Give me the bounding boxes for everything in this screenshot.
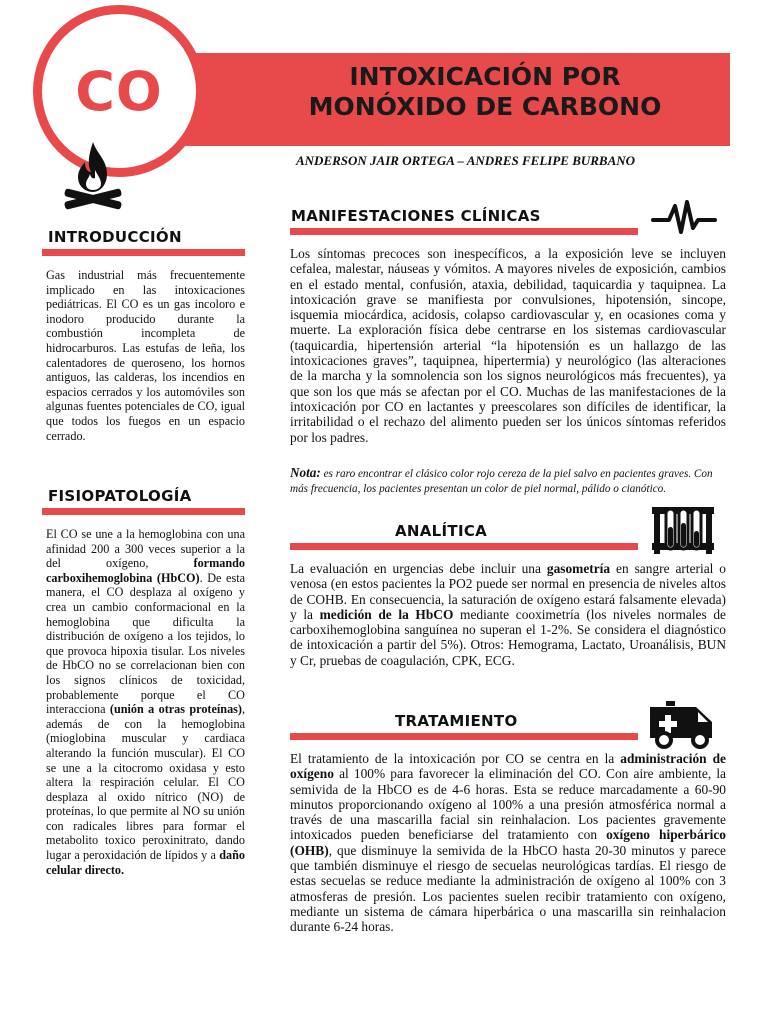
introduccion-text: Gas industrial más frecuentemente implicado en las intoxicaciones pediátricas. El CO es un gas incoloro e inodoro producido durante la combustión incompleta de hidrocarburos. Las estufas de leña, los calentadores de queroseno, los hornos antiguos, las calderas, los incendios en espacios cerrados y los automóviles son algunas fuentes potenciales de CO, igual que todos los fuegos en un espacio cerrado. [46,268,245,443]
introduccion-heading: INTRODUCCIÓN [48,228,182,246]
campfire-icon [60,140,126,216]
manifestaciones-text: Los síntomas precoces son inespecíficos, a la exposición leve se incluyen cefalea, malestar, náuseas y vómitos. A mayores niveles de exposición, cambios en el estado mental, confusión, ataxia, debilidad, taquicardia y taquipnea. La intoxicación grave se manifiesta por convulsiones, hipotensión, sincope, isquemia miocárdica, acidosis, colapso cardiovascular y, en ocasiones coma y muerte. La exploración física debe centrarse en los sistemas cardiovascular (taquicardia, hipertensión arterial “la hipotensión es un hallazgo de las intoxicaciones graves”, taquipnea, hipertermia) y neurológico (las alteraciones de la marcha y la somnolencia son los signos neurológicos más frecuentes), ya que son los que más se afectan por el CO. Muchas de las manifestaciones de la intoxicación por CO en lactantes y preescolares son difíciles de identificar, la irritabilidad o el rechazo del alimento pueden ser los únicos síntomas referidos por los padres. [290,246,726,445]
note-label: Nota: [290,465,321,480]
tratamiento-text: El tratamiento de la intoxicación por CO se centra en la administración de oxígeno al 100% para favorecer la eliminación del CO. Con aire ambiente, la semivida de la HbCO es de 4-6 horas. Esta se reduce marcadamente a 60-90 minutos proporcionando oxígeno al 100% a una presión atmosférica normal a través de una mascarilla facial sin reinhalacion. Los pacientes gravemente intoxicados pueden beneficiarse del tratamiento con oxígeno hiperbárico (OHB), que disminuye la semivida de la HbCO hasta 20-30 minutos y parece que también disminuye el riesgo de secuelas neurológicas tardías. El riesgo de estas secuelas se reduce mediante la administración de oxígeno al 100% con 3 atmosferas de presión. Los pacientes suelen recibir tratamiento con oxígeno, mediante un sistema de cámara hiperbárica o una mascarilla sin reinhalacion durante 6-24 horas. [290,751,727,935]
manifestaciones-divider [290,228,638,235]
manifestaciones-heading: MANIFESTACIONES CLÍNICAS [291,207,541,225]
ambulance-icon [646,700,718,750]
fisiopatologia-text: El CO se une a la hemoglobina con una afinidad 200 a 300 veces superior a la del oxígeno, formando carboxihemoglobina (HbCO). De esta manera, el CO desplaza al oxígeno y crea un cambio conformacional en la hemoglobina que dificulta la distribución de oxígeno a los tejidos, lo que provoca hipoxia tisular. Los niveles de HbCO no se correlacionan bien con los signos clínicos de toxicidad, probablemente porque el CO interacciona (unión a otras proteínas), además de con la hemoglobina (mioglobina muscular y cardiaca alterando la función muscular). El CO se une a la citocromo oxidasa y esto altera la respiración celular. El CO desplaza al oxido nítrico (NO) de proteínas, lo que permite al NO su unión con radicales libres para formar el metabolito toxico peroxinitrato, dando lugar a peroxidación de lípidos y a daño celular directo. [46,527,246,877]
analitica-divider [290,543,638,550]
note-text: es raro encontrar el clásico color rojo cereza de la piel salvo en pacientes graves. Con más frecuencia, los pacientes presentan un color de piel normal, pálido o cianótico. [290,468,713,495]
title-line-1: INTOXICACIÓN POR [349,62,621,91]
introduccion-divider [42,249,245,256]
manifestaciones-note [290,465,726,497]
fisiopatologia-heading: FISIOPATOLOGÍA [48,487,192,505]
analitica-text: La evaluación en urgencias debe incluir una gasometría en sangre arterial o venosa (en estos pacientes la PO2 puede ser normal en presencia de niveles altos de COHB. En consecuencia, la saturación de oxígeno estará falsamente elevada) y la medición de la HbCO mediante cooximetría (los niveles normales de carboxihemoglobina sanguínea no superan el 1-2%. Se considera el diagnóstico de intoxicación a partir del 5%). Otros: Hemograma, Lactato, Uroanálisis, BUN y Cr, pruebas de coagulación, CPK, ECG. [290,561,726,668]
test-tubes-icon [650,505,716,557]
analitica-heading: ANALÍTICA [395,522,488,540]
authors: ANDERSON JAIR ORTEGA – ANDRES FELIPE BURBANO [296,153,636,168]
logo-text: CO [75,59,163,123]
heartbeat-icon [651,198,717,238]
title-line-2: MONÓXIDO DE CARBONO [308,92,662,121]
page-title [250,62,720,122]
fisiopatologia-divider [42,508,245,515]
tratamiento-heading: TRATAMIENTO [395,712,518,730]
tratamiento-divider [290,733,638,740]
